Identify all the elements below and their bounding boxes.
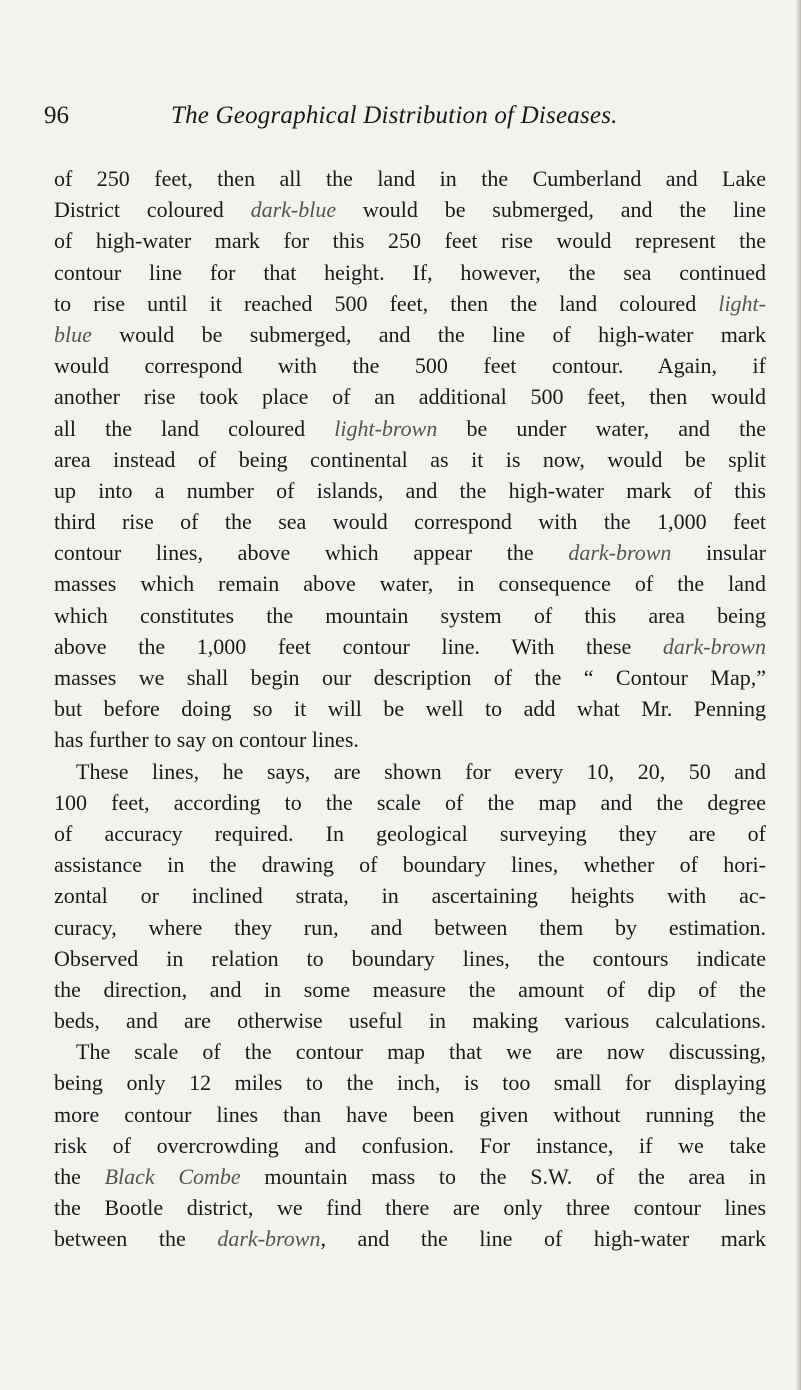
- text-run: of high-water mark for this 250 feet rise would represent the: [54, 228, 766, 254]
- text-line: [54, 1161, 766, 1192]
- text-line: [54, 849, 766, 880]
- text-line: [54, 600, 766, 631]
- text-run: the Bootle district, we find there are only three contour lines: [54, 1195, 766, 1221]
- italic-term: dark-brown: [568, 540, 672, 566]
- text-line: [54, 818, 766, 849]
- italic-term: Black Combe: [104, 1164, 241, 1189]
- text-line: [54, 724, 766, 755]
- text-line: [54, 787, 766, 818]
- text-line: [54, 444, 766, 475]
- text-line: [54, 880, 766, 911]
- page-number: 96: [44, 102, 69, 129]
- text-line: [54, 381, 766, 412]
- text-line: [54, 756, 766, 787]
- text-line: [54, 506, 766, 537]
- text-run: has further to say on contour lines.: [54, 727, 359, 753]
- italic-term: blue: [54, 321, 92, 347]
- italic-term: dark-brown: [217, 1226, 321, 1252]
- text-run: more contour lines than have been given without running the: [54, 1101, 766, 1127]
- text-run: area instead of being continental as it is now, would be split: [54, 446, 766, 472]
- text-line: [54, 1005, 766, 1036]
- text-run: The scale of the contour map that we are now discussing,: [76, 1039, 766, 1065]
- text-line: [54, 1223, 766, 1254]
- text-line: [54, 194, 766, 225]
- text-line: [54, 1036, 766, 1067]
- text-line: [54, 1192, 766, 1223]
- page-edge: [795, 0, 801, 1390]
- italic-term: dark-brown: [662, 633, 766, 659]
- body-text: [54, 163, 766, 1255]
- text-line: [54, 974, 766, 1005]
- text-run: but before doing so it will be well to add what Mr. Penning: [54, 696, 766, 722]
- text-run: of accuracy required. In geological surveying they are of: [54, 820, 766, 846]
- text-run: Observed in relation to boundary lines, the contours indicate: [54, 945, 766, 971]
- text-line: [54, 568, 766, 599]
- text-run: would be submerged, and the line of high-water mark: [91, 321, 766, 347]
- italic-term: dark-blue: [250, 197, 337, 223]
- text-run: between the: [54, 1226, 218, 1252]
- text-run: the: [54, 1164, 105, 1189]
- page-header: [44, 102, 764, 142]
- text-run: insular: [671, 540, 766, 566]
- text-run: beds, and are otherwise useful in making various calculations.: [54, 1008, 766, 1034]
- italic-term: light-brown: [334, 415, 438, 441]
- text-run: would be submerged, and the line: [336, 197, 766, 223]
- text-run: zontal or inclined strata, in ascertaining heights with ac-: [54, 883, 766, 909]
- text-line: [54, 225, 766, 256]
- text-line: [54, 413, 766, 444]
- text-line: [54, 631, 766, 662]
- text-line: [54, 350, 766, 381]
- text-run: contour lines, above which appear the: [54, 540, 569, 566]
- text-line: [54, 912, 766, 943]
- text-line: [54, 288, 766, 319]
- text-run: all the land coloured: [54, 415, 335, 441]
- text-line: [54, 475, 766, 506]
- text-run: mountain mass to the S.W. of the area in: [240, 1164, 766, 1189]
- running-title: The Geographical Distribution of Diseases.: [171, 102, 618, 129]
- text-line: [54, 537, 766, 568]
- text-line: [54, 693, 766, 724]
- text-line: [54, 943, 766, 974]
- text-run: third rise of the sea would correspond with the 1,000 feet: [54, 509, 766, 535]
- text-run: which constitutes the mountain system of this area being: [54, 602, 766, 628]
- text-line: [54, 319, 766, 350]
- text-run: masses which remain above water, in consequence of the land: [54, 571, 766, 597]
- text-run: contour line for that height. If, however, the sea continued: [54, 259, 766, 285]
- text-run: masses we shall begin our description of the “ Contour Map,”: [54, 665, 766, 690]
- text-run: , and the line of high-water mark: [320, 1226, 766, 1252]
- text-line: [54, 163, 766, 194]
- text-run: being only 12 miles to the inch, is too small for displaying: [54, 1070, 766, 1096]
- text-run: 100 feet, according to the scale of the map and the degree: [54, 789, 766, 815]
- text-line: [54, 1099, 766, 1130]
- text-line: [54, 1130, 766, 1161]
- text-run: above the 1,000 feet contour line. With these: [54, 633, 663, 659]
- italic-term: light-: [718, 290, 766, 316]
- text-run: These lines, he says, are shown for every 10, 20, 50 and: [76, 758, 766, 784]
- text-line: [54, 1067, 766, 1098]
- text-run: to rise until it reached 500 feet, then the land coloured: [54, 290, 719, 316]
- text-run: would correspond with the 500 feet contour. Again, if: [54, 353, 766, 379]
- text-run: curacy, where they run, and between them by estimation.: [54, 914, 766, 940]
- text-run: District coloured: [54, 197, 251, 223]
- text-run: of 250 feet, then all the land in the Cumberland and Lake: [54, 166, 766, 191]
- text-run: up into a number of islands, and the high-water mark of this: [54, 477, 766, 503]
- text-line: [54, 257, 766, 288]
- text-line: [54, 662, 766, 693]
- text-run: risk of overcrowding and confusion. For instance, if we take: [54, 1132, 766, 1158]
- text-run: the direction, and in some measure the amount of dip of the: [54, 976, 766, 1002]
- text-run: another rise took place of an additional 500 feet, then would: [54, 384, 766, 410]
- text-run: assistance in the drawing of boundary lines, whether of hori-: [54, 852, 766, 878]
- text-run: be under water, and the: [437, 415, 766, 441]
